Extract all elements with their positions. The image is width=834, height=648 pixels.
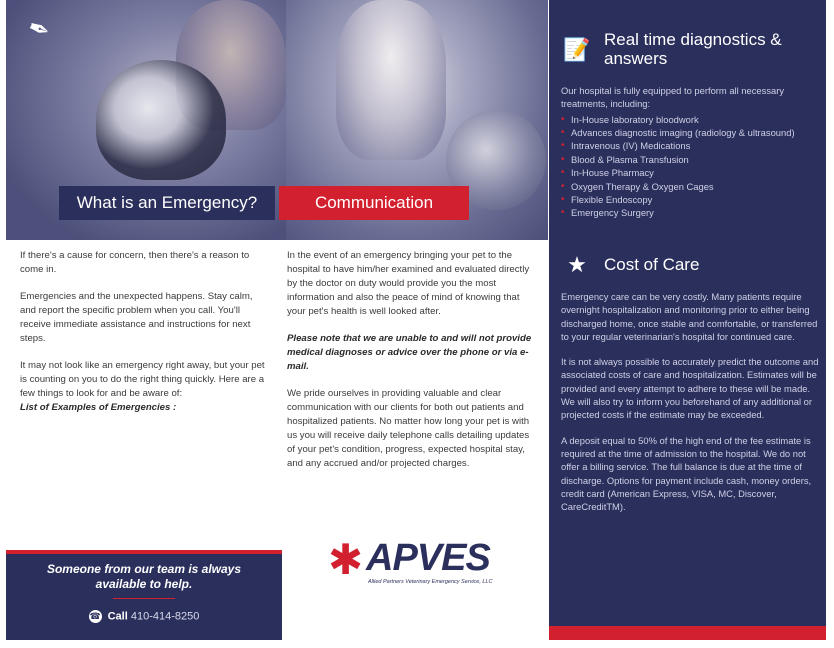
list-item: • In-House laboratory bloodwork bbox=[561, 113, 819, 126]
phone-icon: ☎ bbox=[89, 611, 101, 621]
cost-title: Cost of Care bbox=[604, 255, 700, 274]
communication-note: Please note that we are unable to and will not provide medical diagnoses or advice over the phone or via e-mail. bbox=[287, 333, 532, 372]
call-line[interactable] bbox=[6, 610, 282, 623]
hand-star-icon: ★ bbox=[567, 252, 587, 277]
emergency-column bbox=[20, 249, 268, 415]
heading-communication: Communication bbox=[279, 186, 469, 220]
clipboard-pen-icon: 📝 bbox=[563, 37, 591, 62]
diagnostics-title: Real time diagnostics & answers bbox=[604, 30, 782, 68]
logo-name: APVES bbox=[366, 537, 490, 579]
list-item: • Oxygen Therapy & Oxygen Cages bbox=[561, 180, 819, 193]
emergency-paragraph-3: It may not look like an emergency right away, but your pet is counting on you to do the right thing quickly. Here are a few things to look for and be aware of: bbox=[20, 360, 265, 399]
apves-logo bbox=[324, 535, 509, 593]
phone-number[interactable]: 410-414-8250 bbox=[130, 610, 200, 623]
logo-subtitle: Allied Partners Veterinary Emergency Service, LLC bbox=[368, 579, 493, 585]
communication-column bbox=[287, 249, 535, 484]
cost-paragraph-3: A deposit equal to 50% of the high end of the fee estimate is required at the time of admission to the hospital. We do not offer a billing service. The full balance is due at the time of discharge. Options for payment include cash, money orders, credit card (American Express, VISA, MC, Discover, CareCreditTM). bbox=[561, 434, 812, 513]
emergency-paragraph-2: Emergencies and the unexpected happens. Stay calm, and report the specific problem when you call. You'll receive immediate assistance and instructions for next steps. bbox=[20, 291, 253, 344]
help-box bbox=[6, 550, 282, 640]
emergency-paragraph-1: If there's a cause for concern, then there's a reason to come in. bbox=[20, 250, 250, 275]
right-panel bbox=[549, 0, 826, 640]
communication-paragraph-2: We pride ourselves in providing valuable and clear communication with our clients for both out patients and hospitalized patients. No matter how long your pet is with us you will receive daily telephone calls detailing updates of your pet's condition, progress, expected hospital stay, and any accrued and/or projected charges. bbox=[287, 388, 530, 469]
cost-paragraph-2: It is not always possible to accurately predict the outcome and associated costs of care and hospitalization. Estimates will be provided and every attempt to adhere to these will be made. We will also try to inform you beforehand of any additional or projected costs if the estimate may be exceeded. bbox=[561, 356, 819, 421]
list-item: • Intravenous (IV) Medications bbox=[561, 139, 819, 152]
list-item: • Emergency Surgery bbox=[561, 206, 819, 219]
cost-section bbox=[561, 290, 819, 525]
help-title: Someone from our team is always available to help. bbox=[46, 562, 242, 591]
help-divider bbox=[113, 598, 175, 599]
logo-star-of-life-icon: ✱ bbox=[328, 536, 364, 583]
call-label: Call bbox=[107, 610, 128, 623]
diagnostics-list bbox=[561, 113, 819, 220]
heading-what-is-emergency: What is an Emergency? bbox=[59, 186, 275, 220]
emergency-list-title: List of Examples of Emergencies : bbox=[20, 402, 177, 413]
list-item: • In-House Pharmacy bbox=[561, 166, 819, 179]
list-item: • Blood & Plasma Transfusion bbox=[561, 153, 819, 166]
communication-paragraph-1: In the event of an emergency bringing your pet to the hospital to have him/her examined and evaluated directly by the doctor on duty would provide you the most information and also the peace of mind of knowing that your pet's health is well looked after. bbox=[287, 250, 530, 317]
cost-paragraph-1: Emergency care can be very costly. Many patients require overnight hospitalization and monitoring prior to either being discharged home, once stable and comfortable, or transferred to your regular veterinarian's hospital for continued care. bbox=[561, 291, 818, 342]
help-box-accent bbox=[6, 550, 282, 554]
list-item: • Advances diagnostic imaging (radiology & ultrasound) bbox=[561, 126, 819, 139]
right-panel-accent bbox=[549, 626, 826, 640]
doctor-figure bbox=[336, 0, 446, 160]
feather-icon: ✒ bbox=[23, 11, 55, 47]
diagnostics-section bbox=[561, 84, 819, 220]
diagnostics-intro: Our hospital is fully equipped to perform all necessary treatments, including: bbox=[561, 85, 785, 110]
husky-figure bbox=[96, 60, 226, 180]
list-item: • Flexible Endoscopy bbox=[561, 193, 819, 206]
